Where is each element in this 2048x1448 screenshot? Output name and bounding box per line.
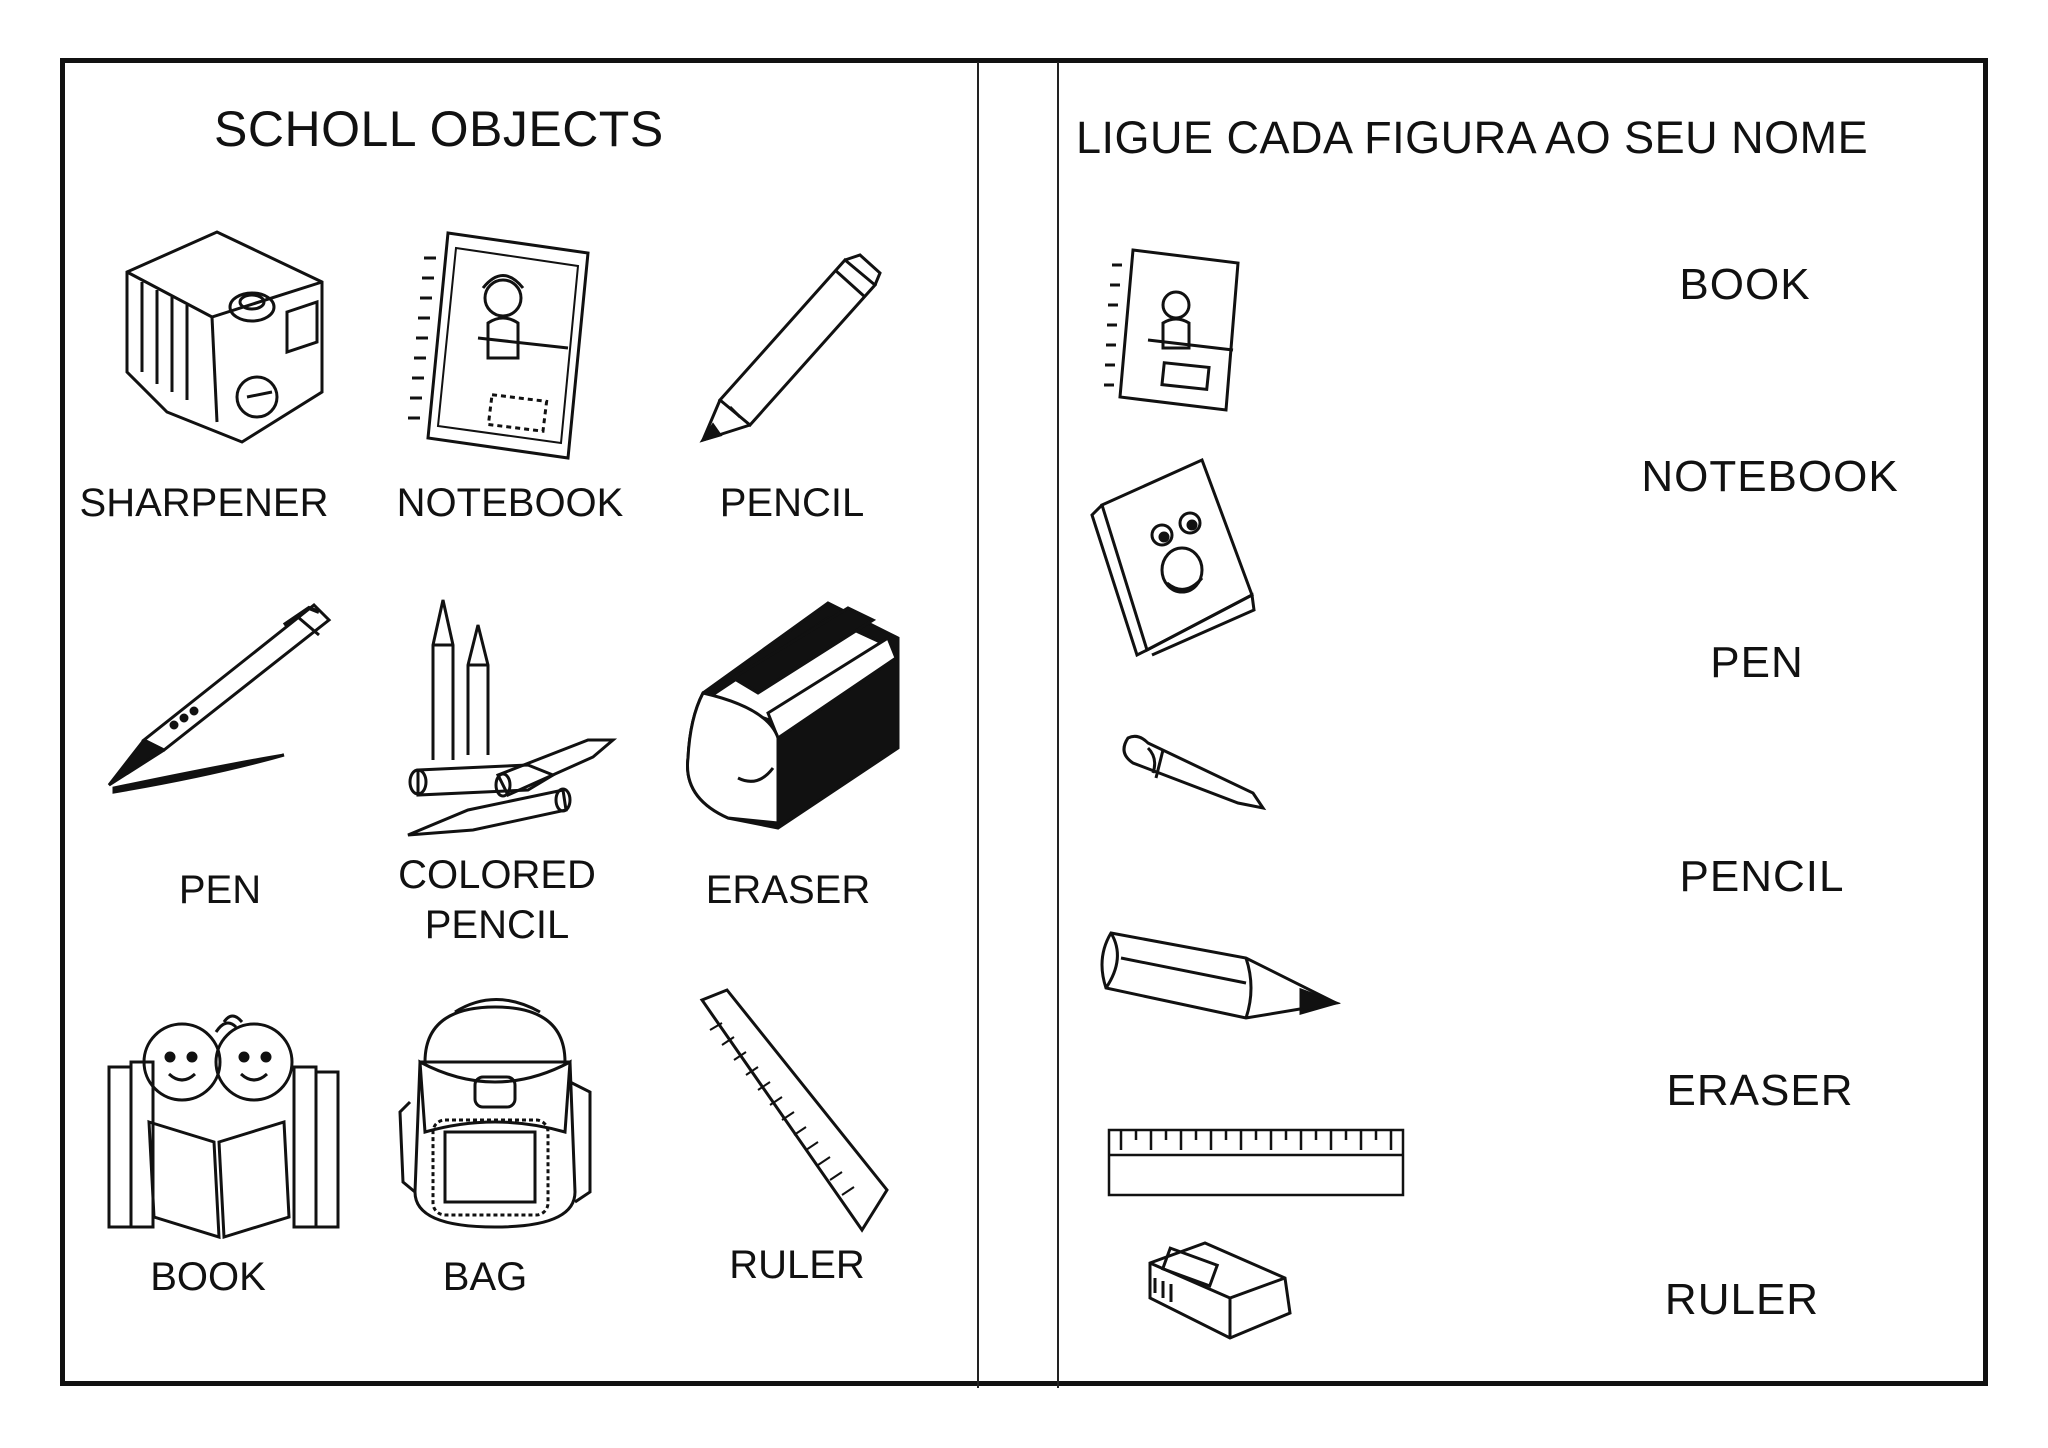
match-word-notebook: NOTEBOOK — [1641, 452, 1899, 501]
label-book: BOOK — [150, 1255, 266, 1299]
match-word-book: BOOK — [1679, 260, 1811, 309]
label-notebook: NOTEBOOK — [396, 481, 624, 525]
pen-icon — [104, 600, 334, 805]
label-ruler: RULER — [729, 1243, 865, 1287]
book-icon — [104, 1012, 344, 1242]
label-sharpener: SHARPENER — [79, 481, 329, 525]
match-book-icon — [1092, 455, 1257, 660]
pencil-icon — [695, 255, 885, 460]
divider-right — [1057, 62, 1059, 1388]
label-eraser: ERASER — [705, 868, 871, 912]
label-pencil: PENCIL — [719, 481, 865, 525]
worksheet-frame — [60, 58, 1988, 1386]
sharpener-icon — [122, 222, 332, 457]
divider-left — [977, 62, 979, 1388]
match-word-pencil: PENCIL — [1679, 852, 1845, 901]
label-bag: BAG — [442, 1255, 528, 1299]
match-word-ruler: RULER — [1664, 1275, 1820, 1324]
match-colored-pencil-icon — [1096, 928, 1341, 1033]
label-colored-pencil-2: PENCIL — [424, 903, 570, 947]
match-notebook-icon — [1108, 245, 1243, 420]
match-pen-icon — [1118, 728, 1268, 818]
match-word-eraser: ERASER — [1666, 1066, 1854, 1115]
colored-pencils-icon — [398, 595, 618, 845]
left-panel-title: SCHOLL OBJECTS — [214, 101, 664, 157]
match-ruler-icon — [1106, 1125, 1406, 1205]
notebook-icon — [418, 228, 598, 468]
ruler-icon — [692, 985, 892, 1235]
label-pen: PEN — [178, 868, 262, 912]
match-word-pen: PEN — [1710, 638, 1804, 687]
match-eraser-icon — [1145, 1238, 1295, 1348]
bag-icon — [395, 992, 595, 1237]
right-panel-title: LIGUE CADA FIGURA AO SEU NOME — [1076, 112, 1869, 163]
eraser-icon — [678, 598, 900, 838]
label-colored-pencil-1: COLORED — [398, 853, 596, 897]
